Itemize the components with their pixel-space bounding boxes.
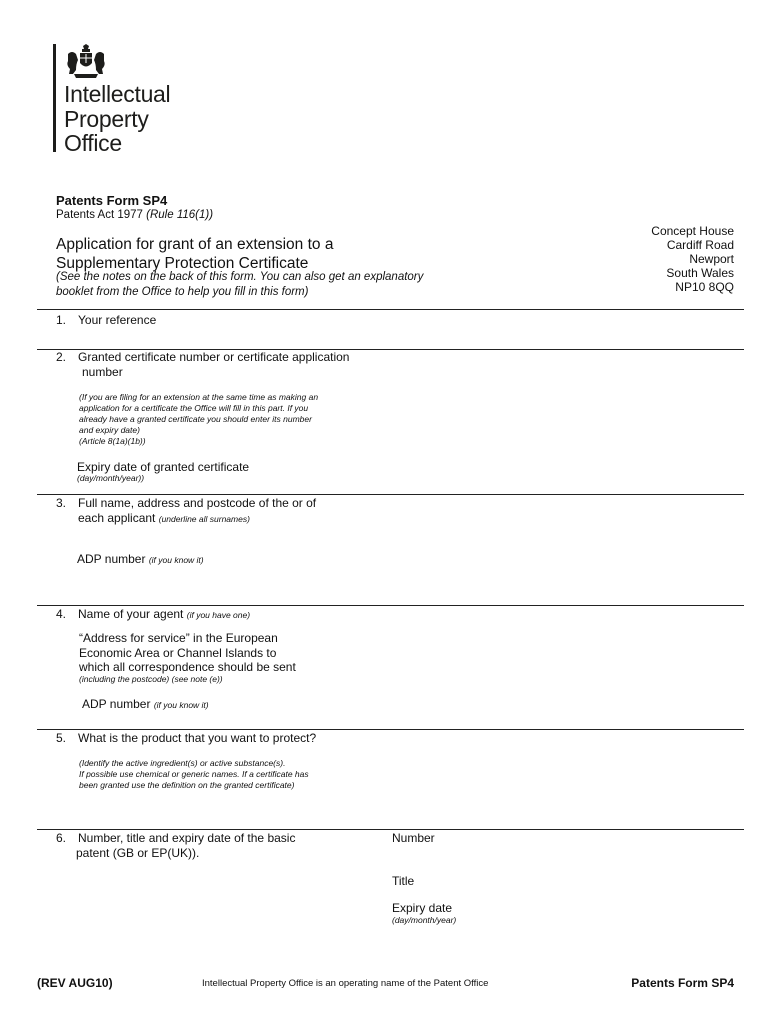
- question-text: each applicant: [78, 511, 156, 525]
- patent-title-field[interactable]: [460, 872, 744, 894]
- note-line: and expiry date): [79, 425, 140, 435]
- label-note: (if you know it): [153, 700, 209, 710]
- note-line: If possible use chemical or generic names. If a certificate has: [79, 769, 309, 779]
- question-note: (if you have one): [186, 610, 251, 620]
- agent-adp-number-field[interactable]: [390, 694, 744, 718]
- question-number: 1.: [56, 313, 67, 327]
- address-line: Concept House: [651, 224, 734, 238]
- label-line: Economic Area or Channel Islands to: [79, 645, 277, 660]
- section-divider: [37, 829, 744, 830]
- note-line: already have a granted certificate you should enter its number: [79, 414, 312, 424]
- patent-expiry-label: Expiry date: [392, 901, 453, 915]
- address-line: NP10 8QQ: [675, 280, 734, 294]
- address-line: Cardiff Road: [666, 238, 734, 252]
- address-line: Newport: [689, 252, 734, 266]
- royal-coat-of-arms-icon: [64, 44, 108, 80]
- address-for-service-field[interactable]: [390, 630, 744, 690]
- address-line: South Wales: [666, 266, 734, 280]
- expiry-date-note: (day/month/year)): [77, 473, 145, 483]
- patent-expiry-note: (day/month/year): [392, 915, 457, 925]
- question-text: Number, title and expiry date of the basic: [78, 831, 296, 845]
- revision-label: (REV AUG10): [37, 976, 113, 990]
- adp-number-label: [77, 552, 204, 567]
- address-for-service-label: [79, 631, 296, 675]
- question-number: 6.: [56, 831, 67, 845]
- question-number: 5.: [56, 731, 67, 745]
- question-5-note: [79, 758, 379, 791]
- question-number: 4.: [56, 607, 67, 621]
- title-line: Application for grant of an extension to a: [56, 236, 334, 253]
- your-reference-field[interactable]: [390, 312, 744, 346]
- label-text: ADP number: [82, 697, 151, 711]
- question-2-label: [56, 350, 349, 380]
- section-divider: [37, 729, 744, 730]
- agent-adp-number-label: [82, 697, 209, 712]
- question-6-label: [56, 831, 295, 861]
- certificate-number-field[interactable]: [390, 352, 744, 392]
- form-title: Patents Form SP4: [56, 193, 168, 208]
- product-field[interactable]: [390, 750, 744, 820]
- question-text: Full name, address and postcode of the or of: [78, 496, 317, 510]
- patent-expiry-date-field[interactable]: [480, 900, 744, 926]
- applicant-adp-number-field[interactable]: [390, 550, 744, 574]
- office-address: [651, 224, 734, 294]
- question-5-label: [56, 731, 316, 746]
- patent-number-field[interactable]: [460, 831, 744, 853]
- question-text: patent (GB or EP(UK)).: [76, 846, 200, 860]
- patent-number-label: Number: [392, 831, 435, 845]
- patent-title-label: Title: [392, 874, 415, 888]
- address-for-service-note: (including the postcode) (see note (e)): [79, 674, 223, 684]
- logo-line: Property: [64, 105, 149, 132]
- logo-divider: [53, 44, 56, 152]
- question-4-label: [56, 607, 250, 622]
- footer-notice: Intellectual Property Office is an operating name of the Patent Office: [202, 978, 489, 989]
- note-line: booklet from the Office to help you fill in this form): [56, 285, 309, 298]
- note-line: been granted use the definition on the granted certificate): [79, 780, 295, 790]
- organisation-logo-text: [64, 82, 170, 156]
- section-divider: [37, 605, 744, 606]
- section-divider: [37, 309, 744, 310]
- act-name: Patents Act 1977: [56, 209, 143, 221]
- question-text: What is the product that you want to protect?: [78, 731, 317, 745]
- page-title: [56, 235, 476, 273]
- label-text: ADP number: [77, 552, 146, 566]
- note-line: (Article 8(1a)(1b)): [79, 436, 146, 446]
- label-line: “Address for service” in the European: [79, 631, 278, 645]
- note-line: (Identify the active ingredient(s) or active substance(s).: [79, 758, 286, 768]
- question-note: (underline all surnames): [158, 514, 250, 524]
- question-text: Name of your agent: [78, 607, 184, 621]
- question-3-label: [56, 496, 316, 526]
- note-line: (If you are filing for an extension at the same time as making an: [79, 392, 319, 402]
- question-text: Your reference: [78, 313, 157, 327]
- rule-reference: (Rule 116(1)): [146, 209, 214, 221]
- footer-form-name: Patents Form SP4: [631, 976, 734, 990]
- question-text: Granted certificate number or certificate application: [78, 350, 350, 364]
- section-divider: [37, 494, 744, 495]
- logo-line: Office: [64, 130, 122, 156]
- applicant-details-field[interactable]: [390, 497, 744, 547]
- note-line: (See the notes on the back of this form. You can also get an explanatory: [56, 271, 424, 283]
- question-number: 2.: [56, 350, 67, 364]
- note-line: application for a certificate the Office will fill in this part. If you: [79, 403, 309, 413]
- question-text: number: [82, 365, 123, 379]
- question-1-label: [56, 313, 156, 328]
- label-line: which all correspondence should be sent: [79, 660, 296, 674]
- logo-line: Intellectual: [64, 81, 171, 107]
- agent-name-field[interactable]: [390, 608, 744, 628]
- question-number: 3.: [56, 496, 67, 510]
- title-line: Supplementary Protection Certificate: [56, 255, 309, 272]
- label-note: (if you know it): [148, 555, 204, 565]
- expiry-date-label: Expiry date of granted certificate: [77, 460, 250, 474]
- instructions-note: [56, 270, 486, 299]
- act-reference: [56, 209, 213, 221]
- expiry-date-field[interactable]: [390, 458, 744, 488]
- question-2-note: [79, 392, 384, 447]
